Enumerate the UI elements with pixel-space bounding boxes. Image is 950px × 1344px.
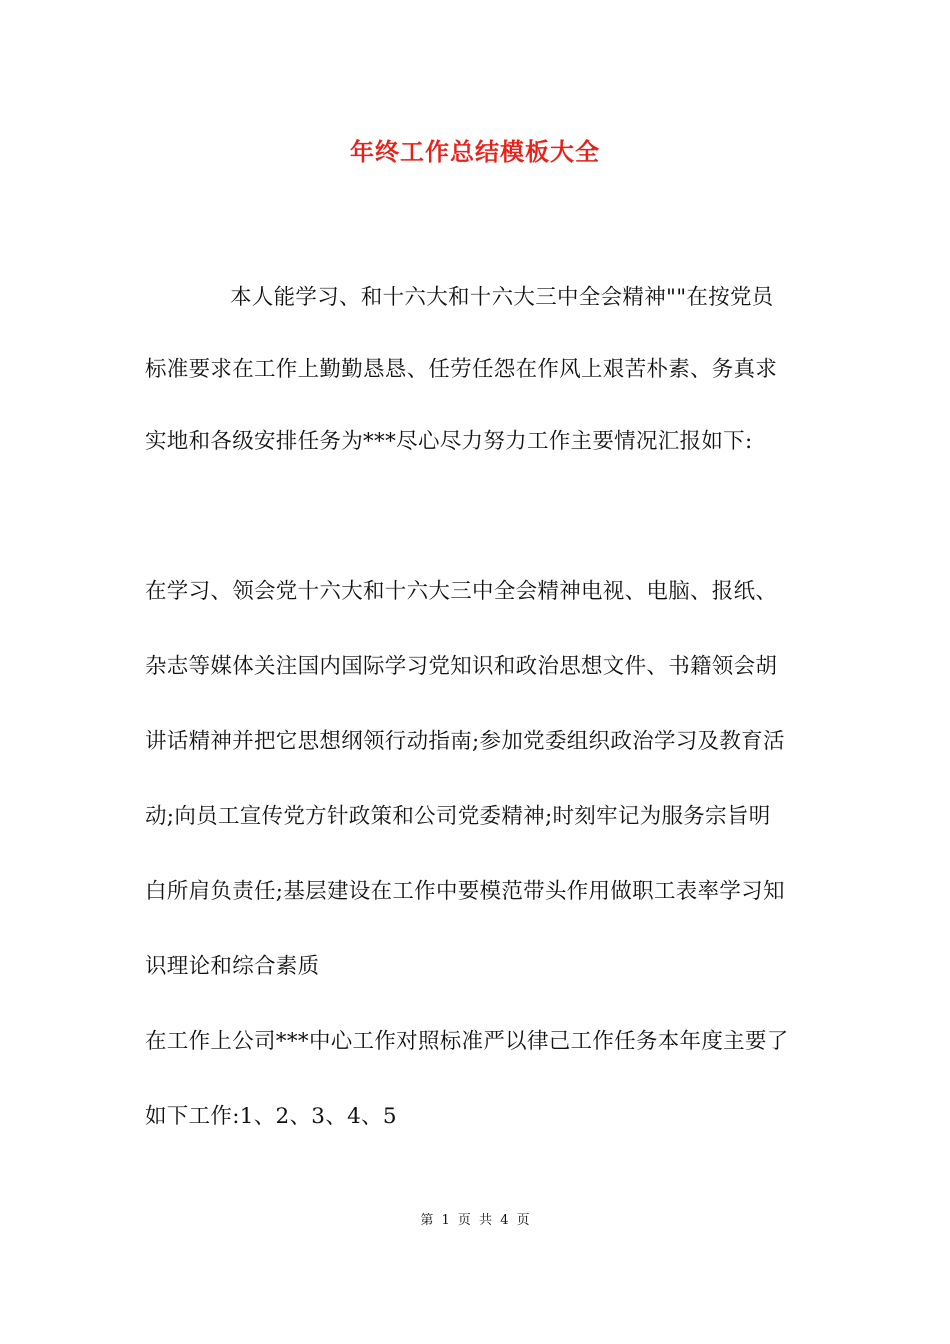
- paragraph-1-line-3: 实地和各级安排任务为***尽心尽力努力工作主要情况汇报如下:: [145, 429, 753, 454]
- paragraph-2-line-6: 识理论和综合素质: [145, 954, 320, 979]
- paragraph-3-line-2: 如下工作:1、2、3、4、5: [145, 1104, 397, 1129]
- paragraph-2-line-5: 白所肩负责任;基层建设在工作中要模范带头作用做职工表率学习知: [145, 879, 785, 904]
- paragraph-2-line-2: 杂志等媒体关注国内国际学习党知识和政治思想文件、书籍领会胡: [145, 654, 778, 679]
- paragraph-2-line-4: 动;向员工宣传党方针政策和公司党委精神;时刻牢记为服务宗旨明: [145, 804, 771, 829]
- page-number-footer: 第 1 页 共 4 页: [420, 1213, 530, 1228]
- paragraph-1-line-1: 本人能学习、和十六大和十六大三中全会精神""在按党员: [230, 285, 774, 310]
- paragraph-2-line-3: 讲话精神并把它思想纲领行动指南;参加党委组织政治学习及教育活: [145, 729, 785, 754]
- paragraph-3-line-1: 在工作上公司***中心工作对照标准严以律己工作任务本年度主要了: [145, 1029, 789, 1054]
- paragraph-2-line-1: 在学习、领会党十六大和十六大三中全会精神电视、电脑、报纸、: [145, 579, 778, 604]
- paragraph-1-line-2: 标准要求在工作上勤勤恳恳、任劳任怨在作风上艰苦朴素、务真求: [145, 357, 778, 382]
- document-title: 年终工作总结模板大全: [350, 138, 600, 166]
